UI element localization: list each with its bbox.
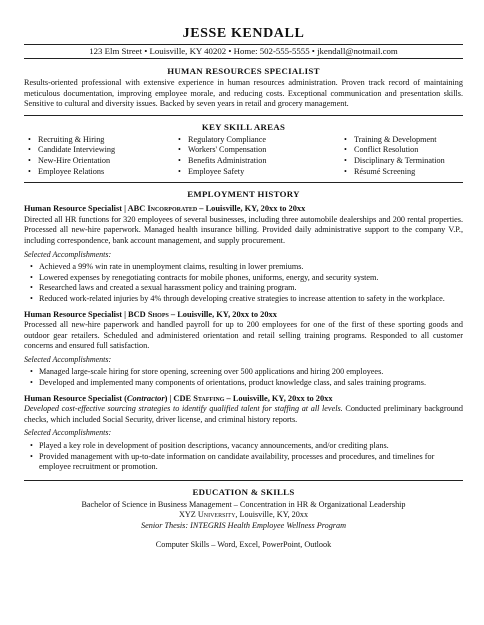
job-title — [24, 204, 463, 215]
accomplishments-list — [24, 441, 463, 473]
skills-column-3 — [340, 135, 460, 177]
contact-info: 123 Elm Street • Louisville, KY 40202 • Home: 502-555-5555 • jkendall@notmail.com — [89, 46, 398, 56]
job-location-dates: – Louisville, KY, 20xx to 20xx — [197, 204, 306, 214]
accomplishments-list — [24, 262, 463, 304]
employment-title: EMPLOYMENT HISTORY — [187, 189, 300, 200]
computer-skills: Computer Skills – Word, Excel, PowerPoint, Outlook — [155, 539, 332, 549]
job-location-dates: – Louisville, KY, 20xx to 20xx — [224, 393, 333, 403]
job-title-company: ) | CDE — [164, 393, 194, 403]
skills-column-2 — [174, 135, 340, 177]
job-location-dates: – Louisville, KY, 20xx to 20xx — [168, 309, 277, 319]
accomplishment-item: • Managed large-scale hiring for store opening, screening over 500 applications and hiring 200 employees. — [24, 367, 463, 378]
job-title-text: Human Resource Specialist | BCD — [24, 309, 148, 319]
accomplishment-item: • Developed and implemented many components of orientations, product knowledge class, and sales training programs. — [24, 378, 463, 389]
job-description-highlight: Developed cost-effective sourcing strategies to identify qualified talent for staffing at all levels. — [24, 404, 343, 414]
skill-item: • Candidate Interviewing — [24, 145, 174, 156]
skills-grid — [24, 135, 463, 177]
job-description: Directed all HR functions for 320 employees of several businesses, including three automobile dealerships and 200 rental properties. Processed all new-hire paperwork. Managed health insurance billing. Provided daily administrative support to the company V.P., including correspondence, bank account management, and supply procurement. — [24, 214, 463, 245]
skill-item: • Résumé Screening — [340, 167, 460, 178]
summary-title: HUMAN RESOURCES SPECIALIST — [167, 66, 320, 76]
job-title-text: Human Resource Specialist | ABC — [24, 204, 148, 214]
degree: Bachelor of Science in Business Management – Concentration in HR & Organizational Leadership — [81, 499, 406, 509]
job-title — [24, 310, 463, 321]
skill-item: • Benefits Administration — [174, 156, 340, 167]
accomplishment-item: • Achieved a 99% win rate in unemployment claims, resulting in lower premiums. — [24, 262, 463, 273]
education-title: EDUCATION & SKILLS — [192, 486, 295, 497]
job-entry-cde — [24, 394, 463, 473]
school — [24, 510, 463, 521]
job-description-text: Conducted preliminary background checks, which included Social Security, driver license, and criminal history reports. — [24, 404, 463, 424]
name-divider — [24, 44, 463, 45]
job-entry-abc — [24, 204, 463, 304]
accomplishments-list — [24, 367, 463, 388]
job-description — [24, 404, 463, 425]
accomplishments-label: Selected Accomplishments: — [24, 354, 112, 364]
accomplishment-item: • Researched laws and created a sexual harassment policy and training program. — [24, 283, 463, 294]
candidate-name: JESSE KENDALL — [182, 26, 305, 41]
school-type: University — [197, 510, 236, 520]
skill-item: • Regulatory Compliance — [174, 135, 340, 146]
accomplishment-item: • Reduced work-related injuries by 4% through developing creative strategies to increase attention to safety in the workplace. — [24, 294, 463, 305]
job-contractor-label: Contractor — [126, 393, 165, 403]
skills-column-1 — [24, 135, 174, 177]
skill-item: • Employee Safety — [174, 167, 340, 178]
accomplishment-item: • Played a key role in development of position descriptions, vacancy announcements, and/or crediting plans. — [24, 441, 463, 452]
accomplishments-label: Selected Accomplishments: — [24, 428, 112, 438]
accomplishment-item: • Provided management with up-to-date information on candidate availability, processes and procedures, and timelines for employee recruitment or promotion. — [24, 452, 463, 473]
job-entry-bcd — [24, 310, 463, 389]
school-location-date: , Louisville, KY, 20xx — [235, 510, 309, 520]
skill-item: • Employee Relations — [24, 167, 174, 178]
job-description: Processed all new-hire paperwork and handled payroll for up to 200 employees for one of the first of these sporting goods and outdoor gear retailers. Scheduled and administered orientation and retail selling training programs. Responded to all customer concerns and ensured full satisfaction. — [24, 320, 463, 351]
accomplishment-item: • Lowered expenses by renegotiating contracts for mobile phones, uniforms, energy, and security system. — [24, 273, 463, 284]
job-company-suffix: Staffing — [193, 393, 225, 403]
job-company-suffix: Shops — [147, 309, 169, 319]
job-title — [24, 394, 463, 405]
accomplishments-label: Selected Accomplishments: — [24, 249, 112, 259]
skills-title: KEY SKILL AREAS — [201, 121, 286, 132]
skill-item: • Workers' Compensation — [174, 145, 340, 156]
skill-item: • Conflict Resolution — [340, 145, 460, 156]
skill-item: • Recruiting & Hiring — [24, 135, 174, 146]
job-company-suffix: Incorporated — [147, 204, 198, 214]
skill-item: • Disciplinary & Termination — [340, 156, 460, 167]
senior-thesis: Senior Thesis: INTEGRIS Health Employee Wellness Program — [141, 521, 346, 530]
skill-item: • Training & Development — [340, 135, 460, 146]
skill-item: • New-Hire Orientation — [24, 156, 174, 167]
job-title-text: Human Resource Specialist ( — [24, 393, 127, 403]
school-name: XYZ — [178, 510, 198, 520]
summary-text: Results-oriented professional with extensive experience in human resources administration. Proven track record of maintaining meticulous documentation, improving employee morale, and reducing costs. Exceptional communication and presentation skills. Sensitive to cultural and diversity issues. Backed by seven years in retail and grocery management. — [24, 78, 463, 109]
